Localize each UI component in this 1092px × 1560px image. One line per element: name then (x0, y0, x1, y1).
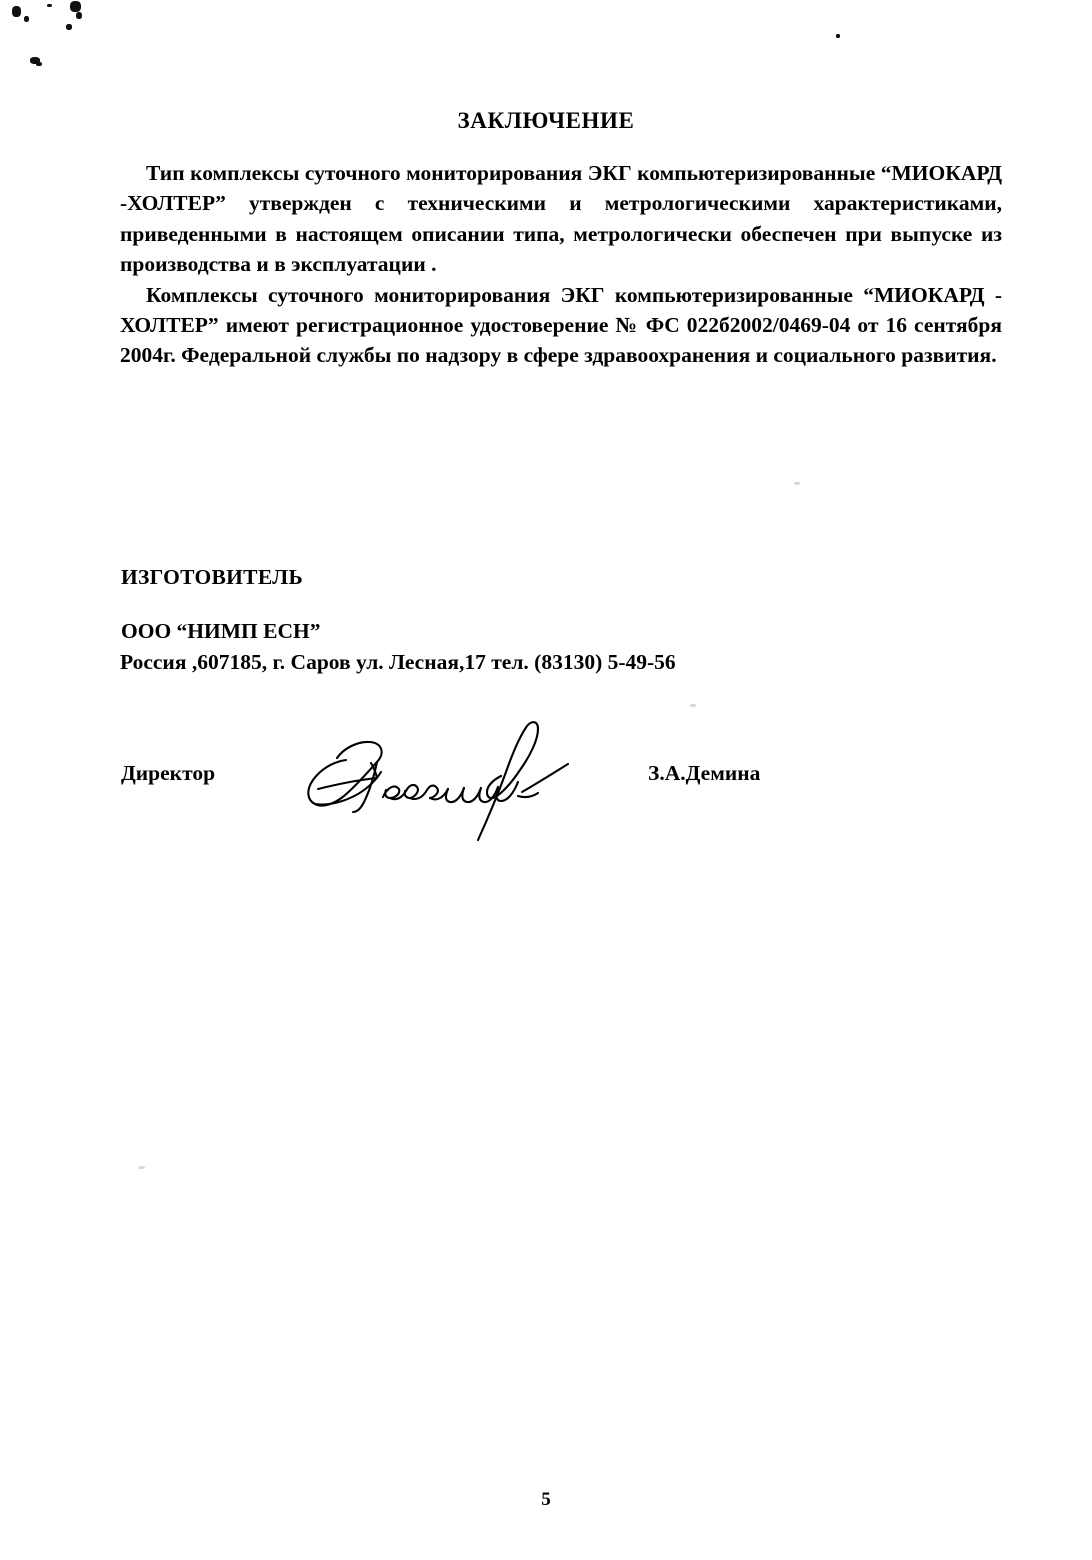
document-body (120, 158, 1002, 371)
scan-speck (24, 16, 29, 22)
scan-speck (690, 704, 696, 707)
signatory-name: З.А.Демина (648, 761, 761, 785)
signatory-role-label: Директор (121, 761, 216, 785)
scan-speck (12, 6, 21, 17)
scan-speck (70, 1, 81, 12)
body-paragraph-1-text: Тип комплексы суточного мониторирования ЭКГ компьютеризированные “МИОКАРД -ХОЛТЕР” утвержден с техническими и метрологическими характеристиками, приведенными в настоящем описании типа, метрологически обеспечен при выпуске из производства и в эксплуатации . (120, 161, 1002, 277)
scan-speck (66, 24, 72, 30)
company-name: ООО “НИМП ЕСН” (121, 619, 321, 643)
scan-speck (836, 34, 840, 38)
scan-speck (47, 4, 52, 7)
scan-speck (794, 482, 800, 485)
body-paragraph-2-text: Комплексы суточного мониторирования ЭКГ компьютеризированные “МИОКАРД - ХОЛТЕР” имеют регистрационное удостоверение № ФС 022б2002/0469-04 от 16 сентября 2004г. Федеральной службы по надзору в сфере здравоохранения и социального развития. (120, 282, 1002, 368)
scan-speck (138, 1166, 145, 1169)
manufacturer-section-heading: ИЗГОТОВИТЕЛЬ (121, 565, 304, 589)
company-address: Россия ,607185, г. Саров ул. Лесная,17 тел. (83130) 5-49-56 (120, 650, 676, 674)
handwritten-signature-icon (282, 718, 612, 843)
scan-speck (36, 62, 42, 66)
page-title: ЗАКЛЮЧЕНИЕ (457, 108, 635, 133)
page-number: 5 (541, 1489, 551, 1510)
body-paragraph-1 (120, 158, 1002, 280)
scan-speck (76, 12, 82, 19)
body-paragraph-2 (120, 280, 1002, 371)
